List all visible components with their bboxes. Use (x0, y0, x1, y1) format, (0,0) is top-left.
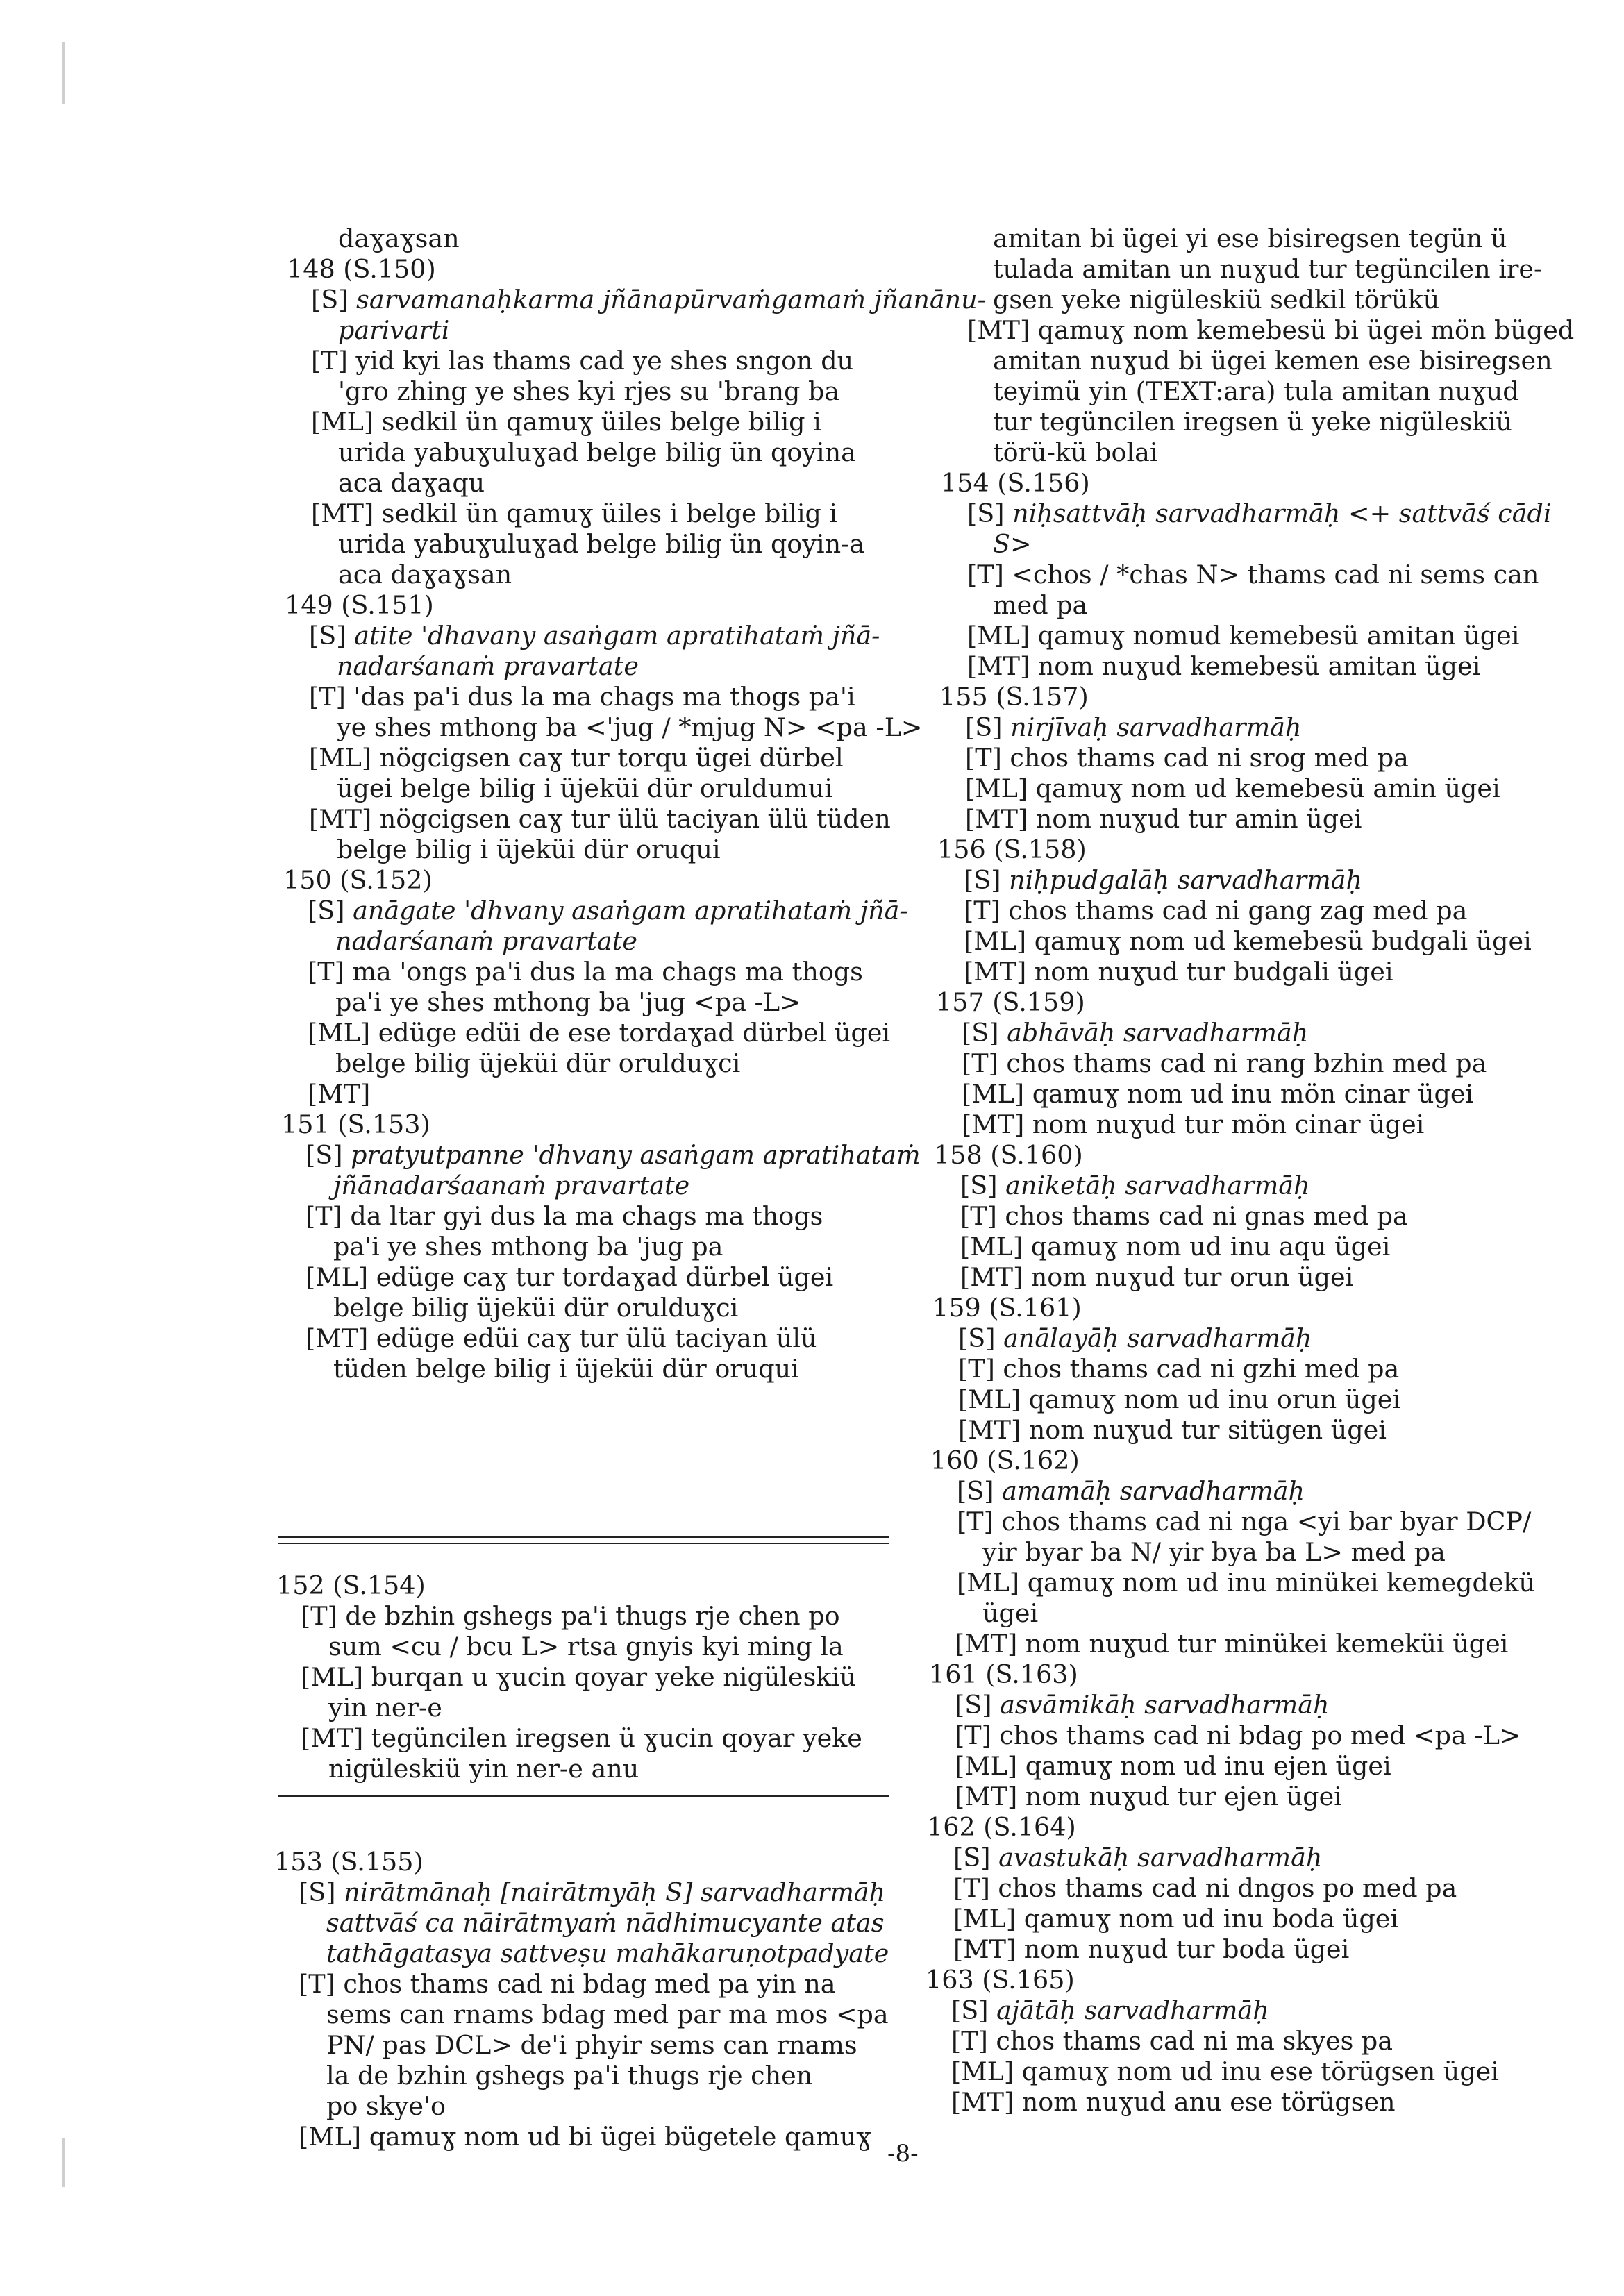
sanskrit-text: nirjīvaḥ sarvadharmāḥ (1010, 712, 1302, 742)
sanskrit-text: avastukāḥ sarvadharmāḥ (998, 1843, 1323, 1872)
line-text: [S] (958, 1323, 1004, 1353)
sanskrit-text: ajātāḥ sarvadharmāḥ (996, 1995, 1269, 2025)
line-text: [MT] nom nuɣud tur amin ügei (965, 804, 1362, 834)
text-line (338, 468, 485, 498)
text-line (964, 926, 1532, 957)
text-line (337, 773, 832, 804)
scan-edge-mark (62, 2138, 65, 2187)
line-text: ügei belge bilig i üjeküi dür oruldumui (337, 773, 833, 803)
sanskrit-text: pratyutpanne 'dhvany asaṅgam apratihataṁ (351, 1140, 921, 1170)
text-line (311, 285, 986, 315)
text-line (308, 896, 908, 926)
line-text: tulada amitan un nuɣud tur tegüncilen ire- (993, 254, 1543, 284)
line-text: [T] chos thams cad ni nga <yi bar byar DCP/ (957, 1507, 1532, 1536)
text-line (285, 590, 434, 621)
text-line (333, 1293, 738, 1323)
text-line (328, 1632, 844, 1662)
line-text: [T] chos thams cad ni bdag med pa yin na (299, 1969, 836, 1999)
line-text: [S] (964, 865, 1010, 895)
text-line (958, 1384, 1400, 1415)
text-line (326, 2000, 889, 2030)
text-line (958, 1323, 1312, 1354)
line-text: 148 (S.150) (287, 254, 436, 284)
text-line (308, 1018, 890, 1048)
line-text: belge bilig üjeküi dür orulduɣci (333, 1293, 739, 1323)
line-text: [S] (967, 498, 1013, 528)
text-line (333, 1354, 799, 1384)
text-line (338, 437, 856, 468)
text-line (967, 621, 1519, 651)
line-text: sum <cu / bcu L> rtsa gnyis kyi ming la (328, 1632, 844, 1661)
text-line (299, 1877, 885, 1908)
line-text: 153 (S.155) (274, 1847, 424, 1877)
text-line (335, 926, 637, 957)
line-text: [T] chos thams cad ni gnas med pa (960, 1201, 1408, 1231)
text-line (967, 560, 1539, 590)
text-line (993, 376, 1519, 407)
line-text: [T] chos thams cad ni rang bzhin med pa (962, 1048, 1487, 1078)
text-line (927, 1812, 1076, 1843)
text-line (309, 621, 880, 651)
line-text: 155 (S.157) (939, 682, 1089, 712)
text-line (326, 2091, 446, 2122)
text-line (326, 1938, 889, 1969)
line-text: pa'i ye shes mthong ba 'jug <pa -L> (335, 987, 801, 1017)
text-line (955, 1720, 1521, 1751)
text-line (311, 498, 837, 529)
text-line (333, 1232, 723, 1262)
text-line (965, 712, 1302, 743)
line-text: belge bilig i üjeküi dür oruqui (337, 835, 721, 864)
line-text: tüden belge bilig i üjeküi dür oruqui (333, 1354, 799, 1384)
text-line (951, 1995, 1269, 2026)
line-text: [MT] qamuɣ nom kemebesü bi ügei mön büged (967, 315, 1575, 345)
line-text: gsen yeke nigüleskiü sedkil törükü (993, 285, 1440, 315)
text-line (953, 1873, 1457, 1904)
line-text: [S] (951, 1995, 997, 2025)
text-line (311, 346, 853, 376)
text-line (957, 1568, 1535, 1598)
text-line (326, 2061, 812, 2091)
line-text: 161 (S.163) (929, 1659, 1078, 1689)
text-line (993, 407, 1512, 437)
line-text: [T] chos thams cad ni bdag po med <pa -L> (955, 1720, 1521, 1750)
line-text: [ML] sedkil ün qamuɣ üiles belge bilig i (311, 407, 821, 437)
line-text: med pa (993, 590, 1088, 620)
text-line (962, 1018, 1308, 1048)
text-line (993, 285, 1439, 315)
line-text: [ML] nögcigsen caɣ tur torqu ügei dürbel (309, 743, 844, 773)
line-text: törü-kü bolai (993, 437, 1158, 467)
text-line (311, 407, 821, 437)
line-text: [ML] qamuɣ nom ud inu ese törügsen ügei (951, 2056, 1499, 2086)
line-text: [T] ma 'ongs pa'i dus la ma chags ma thogs (308, 957, 863, 987)
sanskrit-text: nadarśanaṁ pravartate (335, 926, 637, 956)
text-line (962, 1109, 1424, 1140)
sanskrit-text: anāgate 'dhvany asaṅgam apratihataṁ jñā- (353, 896, 908, 925)
line-text: [MT] nom nuɣud kemebesü amitan ügei (967, 651, 1481, 681)
text-line (309, 804, 891, 835)
section-divider-top (278, 1536, 889, 1538)
sanskrit-text: parivarti (338, 315, 450, 345)
sanskrit-text: niḥsattvāḥ sarvadharmāḥ <+ sattvāś cādi (1012, 498, 1552, 528)
line-text: [S] (308, 896, 353, 925)
text-line (274, 1847, 424, 1877)
line-text: urida yabuɣuluɣad belge bilig ün qoyin-a (338, 529, 865, 559)
text-line (338, 376, 839, 407)
line-text: daɣaɣsan (338, 224, 460, 253)
line-text: [ML] qamuɣ nom ud kemebesü budgali ügei (964, 926, 1532, 956)
text-line (960, 1201, 1408, 1232)
line-text: aca daɣaqu (338, 468, 485, 498)
line-text: [S] (965, 712, 1011, 742)
line-text: aca daɣaɣsan (338, 560, 512, 589)
line-text: [T] chos thams cad ni gzhi med pa (958, 1354, 1400, 1384)
line-text: [ML] qamuɣ nom ud bi ügei bügetele qamuɣ (299, 2122, 872, 2152)
sanskrit-text: S> (993, 529, 1032, 559)
sanskrit-text: asvāmikāḥ sarvadharmāḥ (1000, 1690, 1330, 1720)
line-text: [T] chos thams cad ni dngos po med pa (953, 1873, 1457, 1903)
line-text: [MT] nom nuɣud tur budgali ügei (964, 957, 1393, 987)
line-text: [T] yid kyi las thams cad ye shes sngon du (311, 346, 854, 376)
sanskrit-text: sattvāś ca nāirātmyaṁ nādhimucyante atas (326, 1908, 885, 1938)
text-line (326, 2030, 857, 2061)
line-text: [ML] qamuɣ nomud kemebesü amitan ügei (967, 621, 1520, 651)
text-line (934, 1140, 1083, 1171)
text-line (955, 1751, 1391, 1782)
text-line (939, 682, 1089, 712)
text-line (965, 804, 1362, 835)
line-text: [S] (960, 1171, 1006, 1200)
text-line (308, 1079, 370, 1109)
line-text: [T] chos thams cad ni srog med pa (965, 743, 1409, 773)
text-line (299, 1969, 836, 2000)
text-line (299, 2122, 871, 2152)
text-line (982, 1598, 1038, 1629)
text-line (335, 1048, 740, 1079)
line-text: teyimü yin (TEXT:ara) tula amitan nuɣud (993, 376, 1519, 406)
line-text: nigüleskiü yin ner-e anu (328, 1754, 639, 1784)
line-text: [S] (957, 1476, 1003, 1506)
text-line (953, 1843, 1322, 1873)
line-text: sems can rnams bdag med par ma mos <pa (326, 2000, 889, 2029)
text-line (281, 1109, 430, 1140)
line-text: [T] de bzhin gshegs pa'i thugs rje chen po (301, 1601, 840, 1631)
text-line (964, 865, 1362, 896)
text-line (953, 1904, 1398, 1934)
line-text: belge bilig üjeküi dür orulduɣci (335, 1048, 741, 1078)
section-divider-bottom (278, 1795, 889, 1797)
text-line (305, 1323, 817, 1354)
line-text: yin ner-e (328, 1693, 442, 1723)
line-text: 154 (S.156) (941, 468, 1090, 498)
line-text: ye shes mthong ba <'jug / *mjug N> <pa -L> (337, 712, 923, 742)
sanskrit-text: niḥpudgalāḥ sarvadharmāḥ (1009, 865, 1362, 895)
text-line (951, 2087, 1396, 2118)
text-line (276, 1570, 426, 1601)
line-text: [MT] nom nuɣud tur minükei kemeküi ügei (955, 1629, 1509, 1659)
text-line (964, 957, 1393, 987)
text-line (338, 315, 449, 346)
section-divider-top-second (278, 1543, 889, 1544)
text-line (283, 865, 433, 896)
line-text: 158 (S.160) (934, 1140, 1083, 1170)
text-line (967, 498, 1552, 529)
text-line (964, 896, 1467, 926)
line-text: [ML] qamuɣ nom ud inu aqu ügei (960, 1232, 1391, 1262)
line-text: [MT] edüge edüi caɣ tur ülü taciyan ülü (305, 1323, 817, 1353)
text-line (982, 1537, 1446, 1568)
sanskrit-text: jñānadarśaanaṁ pravartate (333, 1171, 690, 1200)
text-line (929, 1659, 1078, 1690)
line-text: 163 (S.165) (926, 1965, 1075, 1995)
text-line (967, 315, 1574, 346)
text-line (960, 1232, 1390, 1262)
line-text: [S] (953, 1843, 999, 1872)
text-line (337, 712, 923, 743)
line-text: [ML] edüge caɣ tur tordaɣad dürbel ügei (305, 1262, 834, 1292)
sanskrit-text: anālayāḥ sarvadharmāḥ (1003, 1323, 1312, 1353)
text-line (328, 1754, 639, 1784)
text-line (308, 957, 863, 987)
text-line (962, 1079, 1473, 1109)
page-number: -8- (887, 2140, 919, 2168)
text-line (936, 987, 1085, 1018)
text-line (301, 1662, 856, 1693)
line-text: [MT] nögcigsen caɣ tur ülü taciyan ülü tüden (309, 804, 891, 834)
text-line (309, 743, 844, 773)
line-text: PN/ pas DCL> de'i phyir sems can rnams (326, 2030, 857, 2060)
text-line (305, 1140, 921, 1171)
text-line (993, 529, 1032, 560)
text-line (932, 1293, 1082, 1323)
line-text: [T] chos thams cad ni ma skyes pa (951, 2026, 1393, 2056)
text-line (993, 437, 1158, 468)
line-text: pa'i ye shes mthong ba 'jug pa (333, 1232, 723, 1262)
text-line (305, 1201, 823, 1232)
line-text: [S] (309, 621, 355, 651)
sanskrit-text: tathāgatasya sattveṣu mahākaruṇotpadyate (326, 1938, 889, 1968)
line-text: po skye'o (326, 2091, 446, 2121)
text-line (309, 682, 855, 712)
text-line (955, 1690, 1330, 1720)
line-text: [MT] nom nuɣud tur boda ügei (953, 1934, 1350, 1964)
line-text: [ML] qamuɣ nom ud inu mön cinar ügei (962, 1079, 1474, 1109)
line-text: [MT] (308, 1079, 371, 1109)
line-text: [ML] edüge edüi de ese tordaɣad dürbel ügei (308, 1018, 891, 1048)
text-line (965, 773, 1500, 804)
line-text: 162 (S.164) (927, 1812, 1076, 1842)
line-text: [MT] nom nuɣud tur orun ügei (960, 1262, 1354, 1292)
sanskrit-text: abhāvāḥ sarvadharmāḥ (1007, 1018, 1309, 1048)
text-line (338, 529, 864, 560)
text-line (965, 743, 1409, 773)
text-line (937, 835, 1087, 865)
line-text: amitan bi ügei yi ese bisiregsen tegün ü (993, 224, 1507, 253)
sanskrit-text: aniketāḥ sarvadharmāḥ (1005, 1171, 1310, 1200)
line-text: 150 (S.152) (283, 865, 433, 895)
text-line (326, 1908, 884, 1938)
line-text: 'gro zhing ye shes kyi rjes su 'brang ba (338, 376, 840, 406)
text-line (993, 254, 1542, 285)
line-text: amitan nuɣud bi ügei kemen ese bisiregsen (993, 346, 1552, 376)
sanskrit-text: nadarśanaṁ pravartate (337, 651, 639, 681)
sanskrit-text: atite 'dhavany asaṅgam apratihataṁ jñā- (354, 621, 880, 651)
line-text: [ML] burqan u ɣucin qoyar yeke nigüleskiü (301, 1662, 856, 1692)
text-line (335, 987, 801, 1018)
text-line (958, 1415, 1387, 1446)
line-text: [MT] sedkil ün qamuɣ üiles i belge bilig i (311, 498, 838, 528)
line-text: [T] <chos / *chas N> thams cad ni sems can (967, 560, 1539, 589)
text-line (338, 560, 512, 590)
line-text: [MT] nom nuɣud tur sitügen ügei (958, 1415, 1387, 1445)
line-text: [S] (955, 1690, 1001, 1720)
line-text: [S] (311, 285, 357, 315)
text-line (953, 1934, 1349, 1965)
line-text: 157 (S.159) (936, 987, 1085, 1017)
line-text: 156 (S.158) (937, 835, 1087, 864)
text-line (957, 1476, 1305, 1507)
line-text: [MT] tegüncilen iregsen ü ɣucin qoyar yeke (301, 1723, 862, 1753)
line-text: [MT] nom nuɣud anu ese törügsen (951, 2087, 1396, 2117)
text-line (967, 651, 1480, 682)
line-text: [ML] qamuɣ nom ud inu orun ügei (958, 1384, 1401, 1414)
text-line (287, 254, 436, 285)
line-text: [T] chos thams cad ni gang zag med pa (964, 896, 1468, 925)
line-text: yir byar ba N/ yir bya ba L> med pa (982, 1537, 1446, 1567)
text-line (301, 1723, 862, 1754)
text-line (337, 651, 639, 682)
sanskrit-text: amamāḥ sarvadharmāḥ (1002, 1476, 1305, 1506)
line-text: [S] (305, 1140, 351, 1170)
text-line (993, 590, 1087, 621)
text-line (305, 1262, 833, 1293)
line-text: [S] (962, 1018, 1007, 1048)
text-line (930, 1446, 1080, 1476)
line-text: [T] 'das pa'i dus la ma chags ma thogs pa'i (309, 682, 855, 712)
line-text: [S] (299, 1877, 344, 1907)
line-text: tur tegüncilen iregsen ü yeke nigüleskiü (993, 407, 1512, 437)
text-line (962, 1048, 1487, 1079)
line-text: 160 (S.162) (930, 1446, 1080, 1475)
line-text: [T] da ltar gyi dus la ma chags ma thogs (305, 1201, 823, 1231)
line-text: 152 (S.154) (276, 1570, 426, 1600)
line-text: 159 (S.161) (932, 1293, 1082, 1323)
text-line (951, 2056, 1499, 2087)
text-line (960, 1262, 1353, 1293)
line-text: urida yabuɣuluɣad belge bilig ün qoyina (338, 437, 856, 467)
text-line (957, 1507, 1531, 1537)
line-text: 149 (S.151) (285, 590, 434, 620)
text-line (338, 224, 460, 254)
line-text: ügei (982, 1598, 1039, 1628)
sanskrit-text: nirātmānaḥ [nairātmyāḥ S] sarvadharmāḥ (344, 1877, 886, 1907)
text-line (951, 2026, 1393, 2056)
line-text: [ML] qamuɣ nom ud inu ejen ügei (955, 1751, 1391, 1781)
sanskrit-text: sarvamanaḥkarma jñānapūrvaṁgamaṁ jñanānu- (356, 285, 986, 315)
text-line (926, 1965, 1075, 1995)
text-line (337, 835, 721, 865)
scan-edge-mark (62, 42, 65, 104)
text-line (328, 1693, 442, 1723)
line-text: [ML] qamuɣ nom ud kemebesü amin ügei (965, 773, 1500, 803)
text-line (993, 346, 1552, 376)
text-line (333, 1171, 689, 1201)
line-text: [ML] qamuɣ nom ud inu minükei kemegdekü (957, 1568, 1536, 1598)
text-line (993, 224, 1507, 254)
line-text: 151 (S.153) (281, 1109, 430, 1139)
line-text: [MT] nom nuɣud tur ejen ügei (955, 1782, 1342, 1811)
text-line (955, 1629, 1508, 1659)
line-text: [MT] nom nuɣud tur mön cinar ügei (962, 1109, 1425, 1139)
text-line (301, 1601, 840, 1632)
text-line (941, 468, 1090, 498)
text-line (960, 1171, 1310, 1201)
text-line (955, 1782, 1342, 1812)
line-text: la de bzhin gshegs pa'i thugs rje chen (326, 2061, 813, 2090)
line-text: [ML] qamuɣ nom ud inu boda ügei (953, 1904, 1399, 1934)
text-line (958, 1354, 1399, 1384)
